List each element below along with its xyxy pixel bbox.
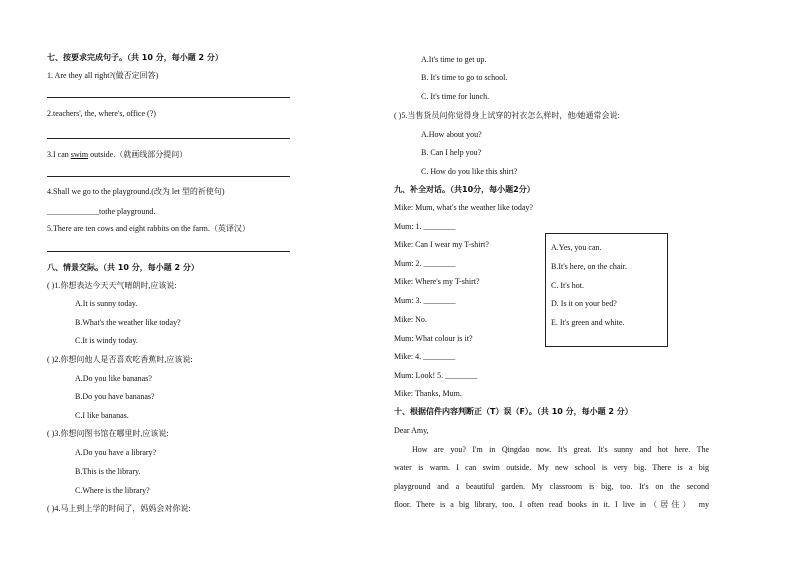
s8-q4-option-c: C. It's time for lunch. — [421, 92, 490, 101]
letter-line-3: playground and a beautiful garden. My classroom is big, too. It's on the second — [394, 482, 709, 491]
letter-line-2: water is warm. I can swim outside. My new school is very big. There is a big — [394, 463, 709, 472]
dialogue-line-2: Mum: 1. ________ — [394, 222, 456, 231]
section-10-heading: 十、根据信件内容判断正（T）误（F）。（共 10 分，每小题 2 分） — [394, 407, 633, 416]
s8-q1-option-b: B.What's the weather like today? — [75, 318, 181, 327]
option-d: D. Is it on your bed? — [551, 299, 617, 308]
dialogue-line-10: Mum: Look! 5. ________ — [394, 371, 478, 380]
s8-q3-option-b: B.This is the library. — [75, 467, 141, 476]
letter-line-1: How are you? I'm in Qingdao now. It's great. It's sunny and hot here. The — [412, 445, 709, 454]
answer-line — [47, 251, 290, 252]
section-8-heading: 八、情景交际。（共 10 分，每小题 2 分） — [47, 263, 199, 272]
option-a: A.Yes, you can. — [551, 243, 602, 252]
answer-line — [47, 138, 290, 139]
s7-question-1: 1. Are they all right?(做否定回答) — [47, 71, 159, 80]
s8-q1-option-c: C.It is windy today. — [75, 336, 138, 345]
s8-q1-option-a: A.It is sunny today. — [75, 299, 138, 308]
s8-q2-option-b: B.Do you have bananas? — [75, 392, 155, 401]
s7-q3-pre: 3.I can — [47, 150, 71, 159]
s8-q5-option-a: A.How about you? — [421, 130, 482, 139]
answer-line — [47, 176, 290, 177]
letter-greeting: Dear Amy, — [394, 426, 429, 435]
answer-line — [47, 97, 290, 98]
section-9-heading: 九、补全对话。（共10分，每小题2分） — [394, 185, 535, 194]
letter-line-4: floor. There is a big library, too. I often read books in it. I live in（居住） my — [394, 500, 709, 509]
s8-q4-option-b: B. It's time to go to school. — [421, 73, 508, 82]
dialogue-line-5: Mike: Where's my T-shirt? — [394, 277, 480, 286]
s8-q2-option-c: C.I like bananas. — [75, 411, 129, 420]
s7-q3-underlined: swim — [70, 150, 89, 159]
s8-question-5: ( )5.当售货员问你觉得身上试穿的衬衣怎么样时，他/她通常会说: — [394, 111, 620, 120]
option-b: B.It's here, on the chair. — [551, 262, 627, 271]
s7-question-2: 2.teachers', the, where's, office (?) — [47, 109, 156, 118]
dialogue-line-8: Mum: What colour is it? — [394, 334, 473, 343]
s8-q5-option-c: C. How do you like this shirt? — [421, 167, 518, 176]
s8-question-3: ( )3.你想问图书馆在哪里时,应该说: — [47, 429, 169, 438]
s8-q5-option-b: B. Can I help you? — [421, 148, 482, 157]
s8-q2-option-a: A.Do you like bananas? — [75, 374, 152, 383]
s7-question-3 — [47, 151, 187, 159]
option-c: C. It's hot. — [551, 281, 584, 290]
s8-question-4: ( )4.马上到上学的时间了，妈妈会对你说: — [47, 504, 191, 513]
dialogue-line-11: Mike: Thanks, Mum. — [394, 389, 462, 398]
dialogue-line-4: Mum: 2. ________ — [394, 259, 456, 268]
s7-question-4: 4.Shall we go to the playground.(改为 let 型的祈使句) — [47, 187, 225, 196]
section-7-heading: 七、按要求完成句子。（共 10 分，每小题 2 分） — [47, 53, 223, 62]
s8-question-1: ( )1.你想表达今天天气晴朗时,应该说: — [47, 281, 177, 290]
dialogue-line-3: Mike: Can I wear my T-shirt? — [394, 240, 489, 249]
s8-question-2: ( )2.你想问他人是否喜欢吃香蕉时,应该说: — [47, 355, 193, 364]
s7-question-4-blank: _____________tothe playground. — [47, 207, 156, 216]
s8-q3-option-a: A.Do you have a library? — [75, 448, 157, 457]
dialogue-line-6: Mum: 3. ________ — [394, 296, 456, 305]
s8-q4-option-a: A.It's time to get up. — [421, 55, 487, 64]
dialogue-line-7: Mike: No. — [394, 315, 427, 324]
option-e: E. It's green and white. — [551, 318, 625, 327]
s8-q3-option-c: C.Where is the library? — [75, 486, 150, 495]
dialogue-line-9: Mike: 4. ________ — [394, 352, 456, 361]
s7-q3-post: outside.（就画线部分提问） — [88, 150, 188, 159]
s7-question-5: 5.There are ten cows and eight rabbits on the farm.（英译汉） — [47, 224, 250, 233]
dialogue-line-1: Mike: Mum, what's the weather like today? — [394, 203, 533, 212]
